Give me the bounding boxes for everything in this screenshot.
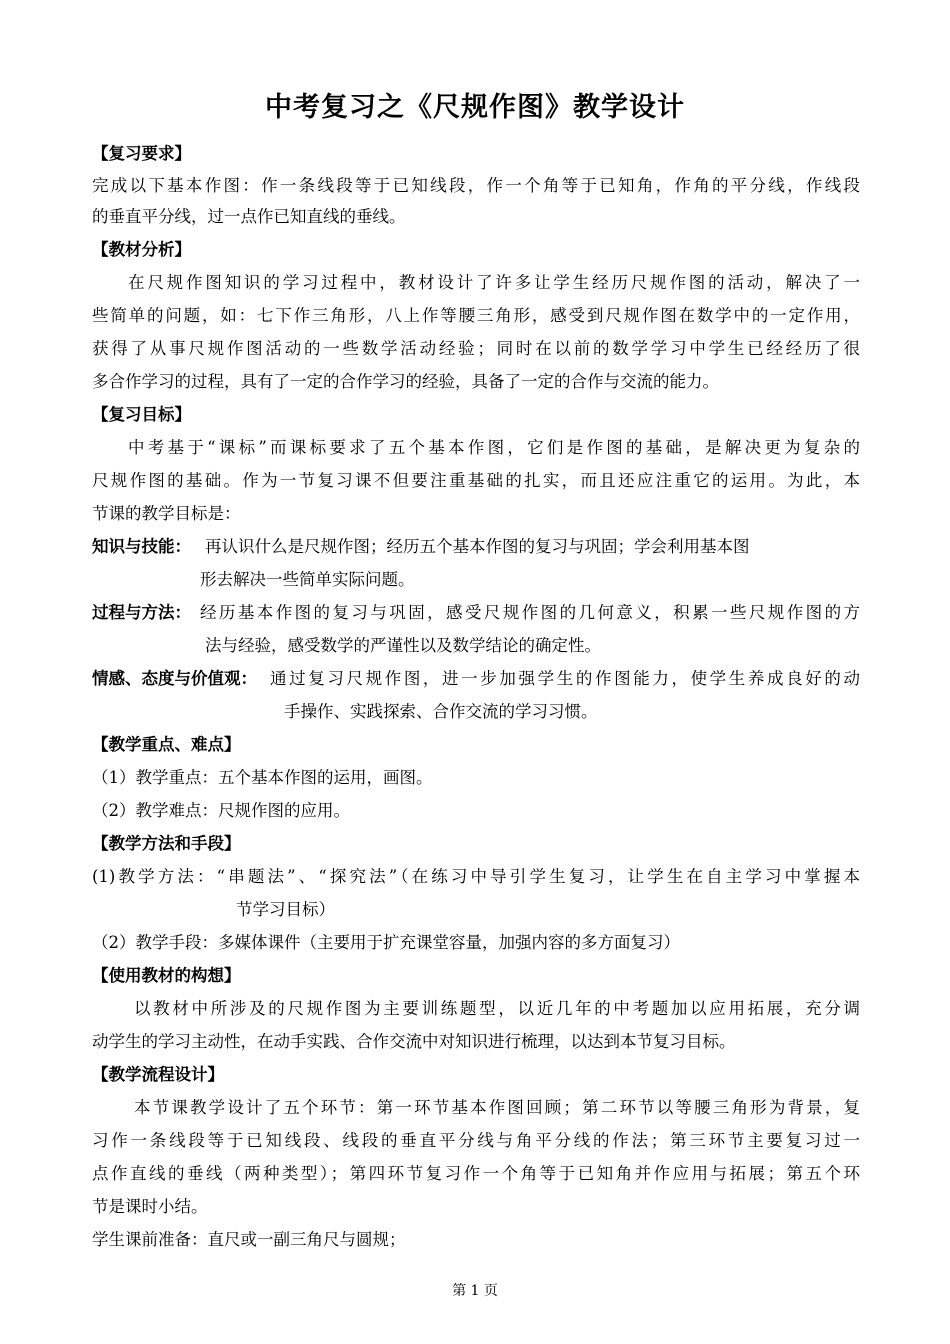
paragraph-line: 学生课前准备：直尺或一副三角尺与圆规； xyxy=(92,1230,406,1249)
heading-textbook-analysis: 【教材分析】 xyxy=(92,240,191,259)
paragraph-line: 的垂直平分线，过一点作已知直线的垂线。 xyxy=(92,207,406,226)
paragraph-line: 点作直线的垂线（两种类型）；第四环节复习作一个角等于已知角并作应用与拓展；第五个环 xyxy=(92,1164,860,1183)
paragraph-line: 节课的教学目标是： xyxy=(92,504,241,523)
paragraph-line: 在尺规作图知识的学习过程中，教材设计了许多让学生经历尺规作图的活动，解决了一 xyxy=(128,273,860,292)
paragraph-line: 多合作学习的过程，具有了一定的合作学习的经验，具备了一定的合作与交流的能力。 xyxy=(92,372,719,391)
method-item-cont: 节学习目标） xyxy=(236,900,335,919)
goal-text-emotion-cont: 手操作、实践探索、合作交流的学习习惯。 xyxy=(284,702,598,721)
method-item: (1)教学方法：“串题法”、“探究法”（在练习中导引学生复习，让学生在自主学习中掌握本 xyxy=(92,867,860,886)
document-title: 中考复习之《尺规作图》教学设计 xyxy=(265,92,685,123)
heading-review-goals: 【复习目标】 xyxy=(92,405,191,424)
page-number: 第 1 页 xyxy=(452,1283,498,1299)
paragraph-line: 动学生的学习主动性，在动手实践、合作交流中对知识进行梳理，以达到本节复习目标。 xyxy=(92,1032,736,1051)
paragraph-line: 尺规作图的基础。作为一节复习课不但要注重基础的扎实，而且还应注重它的运用。为此，本 xyxy=(92,471,860,490)
paragraph-line: 以教材中所涉及的尺规作图为主要训练题型，以近几年的中考题加以应用拓展，充分调 xyxy=(134,999,860,1018)
paragraph-line: 完成以下基本作图：作一条线段等于已知线段，作一个角等于已知角，作角的平分线，作线段 xyxy=(92,176,860,195)
goal-text-knowledge-cont: 形去解决一些简单实际问题。 xyxy=(200,570,415,589)
goal-text-process: 经历基本作图的复习与巩固，感受尺规作图的几何意义，积累一些尺规作图的方 xyxy=(200,603,860,622)
heading-review-requirements: 【复习要求】 xyxy=(92,144,191,163)
paragraph-line: 获得了从事尺规作图活动的一些数学活动经验；同时在以前的数学学习中学生已经经历了很 xyxy=(92,339,860,358)
method-item: （2）教学手段：多媒体课件（主要用于扩充课堂容量，加强内容的多方面复习） xyxy=(92,933,680,952)
paragraph-line: 些简单的问题，如：七下作三角形，八上作等腰三角形，感受到尺规作图在数学中的一定作用， xyxy=(92,306,860,325)
key-point-item: （1）教学重点：五个基本作图的运用，画图。 xyxy=(92,768,433,787)
goal-label-process: 过程与方法： xyxy=(92,603,191,622)
paragraph-line: 习作一条线段等于已知线段、线段的垂直平分线与角平分线的作法；第三环节主要复习过一 xyxy=(92,1131,860,1150)
paragraph-line: 中考基于“课标”而课标要求了五个基本作图，它们是作图的基础，是解决更为复杂的 xyxy=(128,438,860,457)
key-point-item: （2）教学难点：尺规作图的应用。 xyxy=(92,801,350,820)
paragraph-line: 本节课教学设计了五个环节：第一环节基本作图回顾；第二环节以等腰三角形为背景，复 xyxy=(134,1098,860,1117)
goal-text-knowledge: 再认识什么是尺规作图；经历五个基本作图的复习与巩固；学会利用基本图 xyxy=(205,537,750,556)
paragraph-line: 节是课时小结。 xyxy=(92,1197,208,1216)
heading-textbook-use: 【使用教材的构想】 xyxy=(92,966,241,985)
goal-label-knowledge: 知识与技能： xyxy=(92,537,191,556)
goal-text-process-cont: 法与经验，感受数学的严谨性以及数学结论的确定性。 xyxy=(205,636,601,655)
heading-key-points: 【教学重点、难点】 xyxy=(92,735,241,754)
goal-text-emotion: 通过复习尺规作图，进一步加强学生的作图能力，使学生养成良好的动 xyxy=(270,669,860,688)
heading-methods: 【教学方法和手段】 xyxy=(92,834,241,853)
goal-label-emotion: 情感、态度与价值观： xyxy=(92,669,257,688)
heading-flow: 【教学流程设计】 xyxy=(92,1065,224,1084)
